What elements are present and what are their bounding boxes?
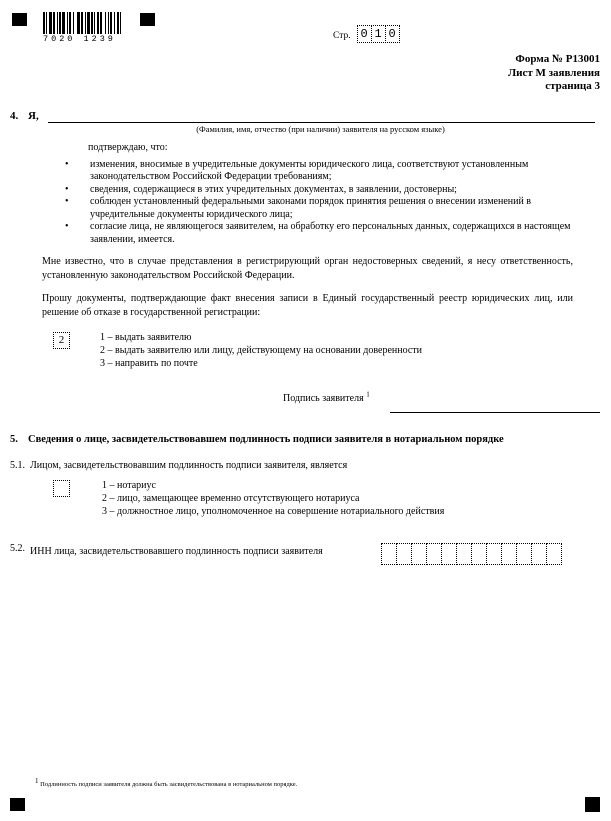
inn-cell[interactable]	[531, 543, 547, 565]
registration-mark-bottom-left	[10, 798, 25, 811]
barcode	[43, 12, 123, 44]
footnote	[35, 777, 298, 789]
inn-cell[interactable]	[471, 543, 487, 565]
delivery-choice-field[interactable]: 2	[53, 332, 70, 349]
section5-title: Сведения о лице, засвидетельствовавшем подлинность подписи заявителя в нотариальном порядке	[28, 434, 504, 445]
registration-mark-top-left	[12, 13, 27, 26]
bullet-item	[65, 221, 573, 246]
section5-heading-row	[10, 433, 595, 446]
bullet-marker: •	[65, 221, 69, 232]
bullet-text: соблюден установленный федеральными законами порядок принятия решения о внесении изменений в учредительные документы юридического лица;	[90, 196, 532, 220]
liability-paragraph: Мне известно, что в случае представления в регистрирующий орган недостоверных сведений, я несу ответственность, установленную законодательством Российской Федерации.	[42, 256, 573, 281]
item52-label: ИНН лица, засвидетельствовавшего подлинность подписи заявителя	[30, 545, 323, 557]
inn-cell[interactable]	[381, 543, 397, 565]
signature-row	[0, 391, 611, 423]
bullet-text: сведения, содержащиеся в этих учредительных документах, в заявлении, достоверны;	[90, 183, 457, 195]
delivery-option: 3 – направить по почте	[100, 358, 198, 369]
page-number-cell: 1	[371, 25, 386, 43]
bullet-text: согласие лица, не являющегося заявителем, на обработку его персональных данных, содержащихся в настоящем заявлении, имеется.	[90, 221, 571, 245]
signature-label: Подпись заявителя $^1$	[283, 390, 370, 404]
page-number-cell: 0	[385, 25, 400, 43]
delivery-options	[100, 331, 611, 370]
form-body	[0, 108, 611, 565]
notary-option: 1 – нотариус	[102, 479, 156, 491]
inn-cell[interactable]	[426, 543, 442, 565]
footnote-marker: 1	[35, 777, 39, 785]
page-name: страница 3	[545, 80, 600, 92]
bullet-item	[65, 159, 573, 184]
notary-choice	[0, 479, 611, 519]
item52-number: 5.2.	[10, 542, 25, 554]
section4-number: 4.	[10, 110, 19, 122]
bullet-item	[65, 184, 573, 197]
item51-label: Лицом, засвидетельствовавшим подлинность подписи заявителя, является	[30, 460, 348, 471]
barcode-bars	[43, 12, 123, 34]
inn-cell[interactable]	[501, 543, 517, 565]
barcode-digits: 7020 1239	[43, 34, 116, 44]
signature-line[interactable]	[390, 411, 600, 413]
inn-cell[interactable]	[546, 543, 562, 565]
notary-choice-field[interactable]	[53, 480, 70, 497]
delivery-option: 2 – выдать заявителю или лицу, действующему на основании доверенности	[100, 345, 423, 356]
inn-cell[interactable]	[396, 543, 412, 565]
delivery-choice	[0, 331, 611, 371]
bullet-marker: •	[65, 183, 69, 195]
notary-option: 2 – лицо, замещающее временно отсутствующего нотариуса	[102, 492, 360, 504]
confirmation-bullets	[65, 159, 573, 247]
notary-option: 3 – должностное лицо, уполномоченное на совершение нотариального действия	[102, 505, 445, 517]
section5-number: 5.	[10, 434, 18, 445]
applicant-name-field[interactable]	[48, 108, 595, 123]
item52-row	[10, 543, 595, 565]
signature-footnote-marker: 1	[366, 390, 370, 399]
inn-cell[interactable]	[456, 543, 472, 565]
registration-mark-top-mid	[140, 13, 155, 26]
delivery-option: 1 – выдать заявителю	[100, 332, 192, 343]
bullet-item	[65, 196, 573, 221]
section4-intro-row	[10, 108, 595, 123]
page-number-cell: 0	[357, 25, 372, 43]
registration-mark-bottom-right	[585, 797, 600, 812]
bullet-text: изменения, вносимые в учредительные документы юридического лица, соответствуют установленным законодательством Российской Федерации требованиям;	[90, 158, 529, 182]
barcode-gap	[121, 12, 123, 34]
bullet-marker: •	[65, 158, 69, 170]
item51-number: 5.1.	[10, 460, 25, 471]
page-number-group	[333, 25, 400, 43]
page-number-label: Стр.	[333, 30, 351, 41]
sheet-name: Лист М заявления	[507, 66, 600, 79]
applicant-name-caption: (Фамилия, имя, отчество (при наличии) заявителя на русском языке)	[196, 124, 445, 134]
inn-cell[interactable]	[516, 543, 532, 565]
form-header	[508, 53, 600, 94]
item51-row	[10, 460, 573, 473]
footnote-text: Подлинность подписи заявителя должна быть засвидетельствована в нотариальном порядке.	[40, 781, 298, 789]
bullet-marker: •	[65, 196, 69, 207]
confirm-label: подтверждаю, что:	[88, 142, 168, 153]
inn-cells	[381, 543, 562, 565]
inn-cell[interactable]	[411, 543, 427, 565]
inn-cell[interactable]	[441, 543, 457, 565]
inn-cell[interactable]	[486, 543, 502, 565]
notary-options	[102, 479, 611, 518]
request-paragraph: Прошу документы, подтверждающие факт внесения записи в Единый государственный реестр юридических лиц, или решение об отказе в государственной регистрации:	[42, 293, 573, 318]
section4-intro-label: Я,	[28, 110, 39, 122]
form-number: Форма № Р13001	[515, 53, 600, 65]
